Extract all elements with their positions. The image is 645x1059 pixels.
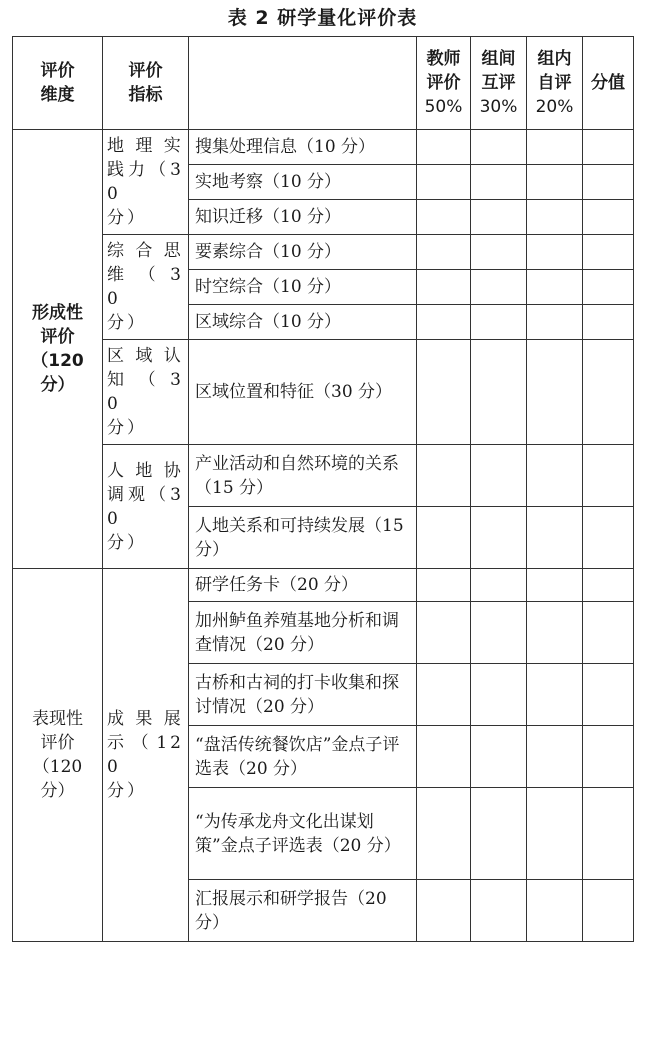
criterion-cell: 实地考察（10 分）	[189, 165, 417, 200]
header-teacher-pct: 50%	[424, 97, 463, 117]
group-self-score-cell[interactable]	[527, 130, 583, 165]
group-self-score-cell[interactable]	[527, 569, 583, 602]
header-row	[13, 37, 634, 130]
teacher-score-cell[interactable]	[417, 726, 471, 788]
group-self-score-cell[interactable]	[527, 507, 583, 569]
group-inter-score-cell[interactable]	[471, 507, 527, 569]
group-self-score-cell[interactable]	[527, 726, 583, 788]
group-self-score-cell[interactable]	[527, 305, 583, 340]
criterion-cell: 古桥和古祠的打卡收集和探讨情况（20 分）	[189, 664, 417, 726]
header-teacher	[417, 37, 471, 130]
teacher-score-cell[interactable]	[417, 788, 471, 880]
header-dimension: 评价 维度	[13, 37, 103, 130]
teacher-score-cell[interactable]	[417, 507, 471, 569]
header-group-inter	[471, 37, 527, 130]
group-inter-score-cell[interactable]	[471, 602, 527, 664]
total-score-cell[interactable]	[583, 235, 634, 270]
total-score-cell[interactable]	[583, 788, 634, 880]
group-inter-score-cell[interactable]	[471, 664, 527, 726]
header-score: 分值	[583, 37, 634, 130]
total-score-cell[interactable]	[583, 664, 634, 726]
indicator-cell: 综 合 思 维 （ 30 分）	[103, 235, 189, 340]
teacher-score-cell[interactable]	[417, 200, 471, 235]
criterion-cell: 产业活动和自然环境的关系（15 分）	[189, 445, 417, 507]
table-title: 表 2 研学量化评价表	[227, 7, 418, 29]
group-inter-score-cell[interactable]	[471, 788, 527, 880]
teacher-score-cell[interactable]	[417, 270, 471, 305]
criterion-cell: 区域位置和特征（30 分）	[189, 340, 417, 445]
group-inter-score-cell[interactable]	[471, 726, 527, 788]
criterion-cell: 区域综合（10 分）	[189, 305, 417, 340]
teacher-score-cell[interactable]	[417, 235, 471, 270]
group-self-score-cell[interactable]	[527, 340, 583, 445]
table-row	[13, 340, 634, 445]
total-score-cell[interactable]	[583, 602, 634, 664]
total-score-cell[interactable]	[583, 880, 634, 942]
criterion-cell: 人地关系和可持续发展（15 分）	[189, 507, 417, 569]
total-score-cell[interactable]	[583, 569, 634, 602]
total-score-cell[interactable]	[583, 340, 634, 445]
group-inter-score-cell[interactable]	[471, 165, 527, 200]
group-self-score-cell[interactable]	[527, 880, 583, 942]
criterion-cell: 搜集处理信息（10 分）	[189, 130, 417, 165]
group-self-score-cell[interactable]	[527, 664, 583, 726]
total-score-cell[interactable]	[583, 507, 634, 569]
teacher-score-cell[interactable]	[417, 602, 471, 664]
teacher-score-cell[interactable]	[417, 664, 471, 726]
header-teacher-label: 教师 评价	[426, 49, 461, 93]
criterion-cell: “为传承龙舟文化出谋划策”金点子评选表（20 分）	[189, 788, 417, 880]
group-self-score-cell[interactable]	[527, 200, 583, 235]
header-group-inter-pct: 30%	[479, 97, 518, 117]
indicator-cell: 区 域 认 知 （ 30 分）	[103, 340, 189, 445]
header-group-self	[527, 37, 583, 130]
total-score-cell[interactable]	[583, 305, 634, 340]
teacher-score-cell[interactable]	[417, 305, 471, 340]
header-group-inter-label: 组间 互评	[481, 49, 516, 93]
header-blank	[189, 37, 417, 130]
criterion-cell: 要素综合（10 分）	[189, 235, 417, 270]
dimension-cell: 形成性 评价 （120 分）	[13, 130, 103, 569]
total-score-cell[interactable]	[583, 200, 634, 235]
criterion-cell: 知识迁移（10 分）	[189, 200, 417, 235]
group-inter-score-cell[interactable]	[471, 340, 527, 445]
group-self-score-cell[interactable]	[527, 235, 583, 270]
table-row	[13, 445, 634, 507]
criterion-cell: “盘活传统餐饮店”金点子评选表（20 分）	[189, 726, 417, 788]
group-self-score-cell[interactable]	[527, 602, 583, 664]
group-self-score-cell[interactable]	[527, 165, 583, 200]
group-inter-score-cell[interactable]	[471, 130, 527, 165]
dimension-cell: 表现性 评价 （120 分）	[13, 569, 103, 942]
group-inter-score-cell[interactable]	[471, 569, 527, 602]
total-score-cell[interactable]	[583, 270, 634, 305]
group-self-score-cell[interactable]	[527, 445, 583, 507]
total-score-cell[interactable]	[583, 445, 634, 507]
table-row	[13, 569, 634, 602]
group-inter-score-cell[interactable]	[471, 445, 527, 507]
total-score-cell[interactable]	[583, 726, 634, 788]
teacher-score-cell[interactable]	[417, 165, 471, 200]
group-inter-score-cell[interactable]	[471, 880, 527, 942]
group-inter-score-cell[interactable]	[471, 270, 527, 305]
table-row	[13, 130, 634, 165]
group-self-score-cell[interactable]	[527, 270, 583, 305]
evaluation-table	[12, 36, 634, 942]
header-indicator: 评价 指标	[103, 37, 189, 130]
table-row	[13, 235, 634, 270]
teacher-score-cell[interactable]	[417, 130, 471, 165]
group-self-score-cell[interactable]	[527, 788, 583, 880]
teacher-score-cell[interactable]	[417, 445, 471, 507]
total-score-cell[interactable]	[583, 130, 634, 165]
criterion-cell: 汇报展示和研学报告（20 分）	[189, 880, 417, 942]
criterion-cell: 研学任务卡（20 分）	[189, 569, 417, 602]
criterion-cell: 时空综合（10 分）	[189, 270, 417, 305]
teacher-score-cell[interactable]	[417, 340, 471, 445]
group-inter-score-cell[interactable]	[471, 305, 527, 340]
indicator-cell: 成 果 展 示（120 分）	[103, 569, 189, 942]
group-inter-score-cell[interactable]	[471, 235, 527, 270]
indicator-cell: 人 地 协 调观（30 分）	[103, 445, 189, 569]
total-score-cell[interactable]	[583, 165, 634, 200]
indicator-cell: 地 理 实 践力（30 分）	[103, 130, 189, 235]
group-inter-score-cell[interactable]	[471, 200, 527, 235]
header-group-self-label: 组内 自评	[537, 49, 572, 93]
teacher-score-cell[interactable]	[417, 880, 471, 942]
criterion-cell: 加州鲈鱼养殖基地分析和调查情况（20 分）	[189, 602, 417, 664]
teacher-score-cell[interactable]	[417, 569, 471, 602]
header-group-self-pct: 20%	[535, 97, 574, 117]
